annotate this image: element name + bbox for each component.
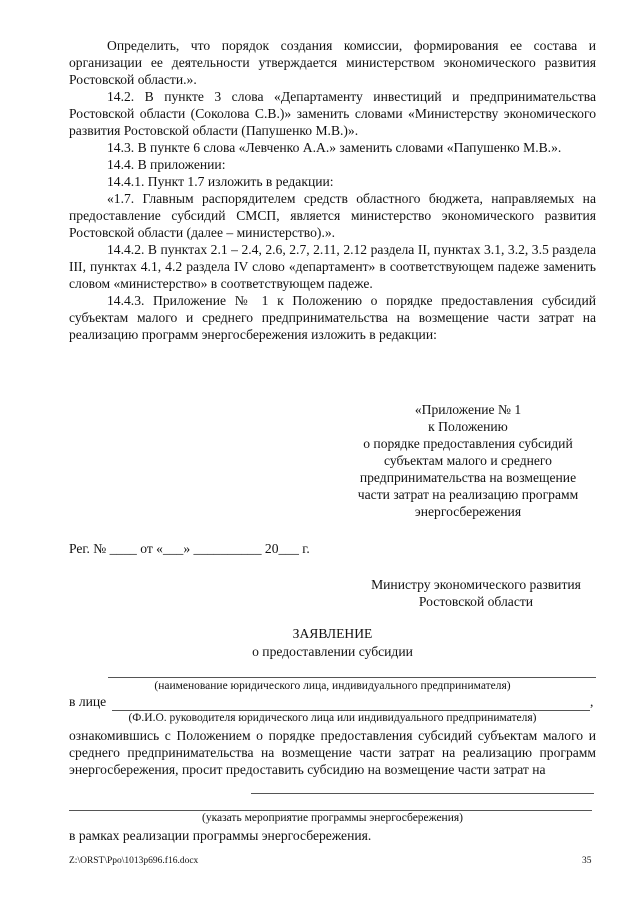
appendix-line: субъектам малого и среднего	[384, 453, 552, 468]
expense-blank-line	[251, 793, 594, 794]
closing-line: в рамках реализации программы энергосбережения.	[69, 828, 372, 843]
paragraph: 14.4.1. Пункт 1.7 изложить в редакции:	[107, 174, 334, 189]
person-blank-line	[112, 710, 590, 711]
paragraph: 14.3. В пункте 6 слова «Левченко А.А.» заменить словами «Папушенко М.В.».	[107, 140, 562, 155]
addressee-line: Министру экономического развития	[371, 577, 581, 592]
addressee	[345, 576, 607, 610]
paragraph: 14.4.3. Приложение № 1 к Положению о порядке предоставления субсидий субъектам малого и среднего предпринимательства на возмещение части затрат на реализацию программ энергосбережения изложить в редакции:	[69, 293, 596, 342]
form-title: ЗАЯВЛЕНИЕ	[292, 626, 373, 641]
appendix-line: к Положению	[428, 419, 508, 434]
appendix-header	[330, 401, 606, 520]
form-paragraph: ознакомившись с Положением о порядке предоставления субсидий субъектам малого и среднего предпринимательства на возмещение части затрат на реализацию программ энергосбережения, просит предоставить субсидию на возмещение части затрат на	[69, 728, 596, 777]
appendix-line: о порядке предоставления субсидий	[363, 436, 573, 451]
appendix-line: предпринимательства на возмещение	[359, 470, 577, 485]
in-person-label: в лице	[69, 694, 107, 709]
form-subtitle: о предоставлении субсидии	[252, 644, 413, 659]
addressee-line: Ростовской области	[418, 594, 534, 609]
in-person-comma: ,	[590, 694, 594, 709]
paragraph: 14.4.2. В пунктах 2.1 – 2.4, 2.6, 2.7, 2.11, 2.12 раздела II, пунктах 3.1, 3.2, 3.5 раздела III, пунктах 4.1, 4.2 раздела IV слово «департамент» в соответствующем падеже заменить словом «министерство» в соответствующем падеже.	[69, 242, 596, 291]
measure-caption: (указать мероприятие программы энергосбережения)	[201, 812, 463, 824]
entity-caption: (наименование юридического лица, индивидуального предпринимателя)	[154, 680, 511, 692]
appendix-line: энергосбережения	[414, 504, 522, 519]
paragraph: 14.2. В пункте 3 слова «Департаменту инвестиций и предпринимательства Ростовской области (Соколова С.В.)» заменить словами «Министерству экономического развития Ростовской области (Папушенко М.В.)».	[69, 89, 596, 138]
body-text	[69, 37, 596, 343]
paragraph: Определить, что порядок создания комиссии, формирования ее состава и организации ее деятельности утверждается министерством экономического развития Ростовской области.».	[69, 38, 596, 87]
registration-line: Рег. № ____ от «___» __________ 20___ г.	[69, 541, 310, 556]
paragraph: 14.4. В приложении:	[107, 157, 226, 172]
paragraph: «1.7. Главным распорядителем средств областного бюджета, направляемых на предоставление субсидий СМСП, является министерство экономического развития Ростовской области (далее – министерство).».	[69, 191, 596, 240]
appendix-line: части затрат на реализацию программ	[357, 487, 579, 502]
person-caption: (Ф.И.О. руководителя юридического лица или индивидуального предпринимателя)	[128, 712, 537, 724]
appendix-line: «Приложение № 1	[414, 402, 522, 417]
page-number: 35	[582, 856, 592, 866]
entity-blank-line	[108, 677, 596, 678]
measure-blank-line	[69, 810, 592, 811]
footer-path: Z:\ORST\Ppo\1013p696.f16.docx	[69, 856, 199, 866]
